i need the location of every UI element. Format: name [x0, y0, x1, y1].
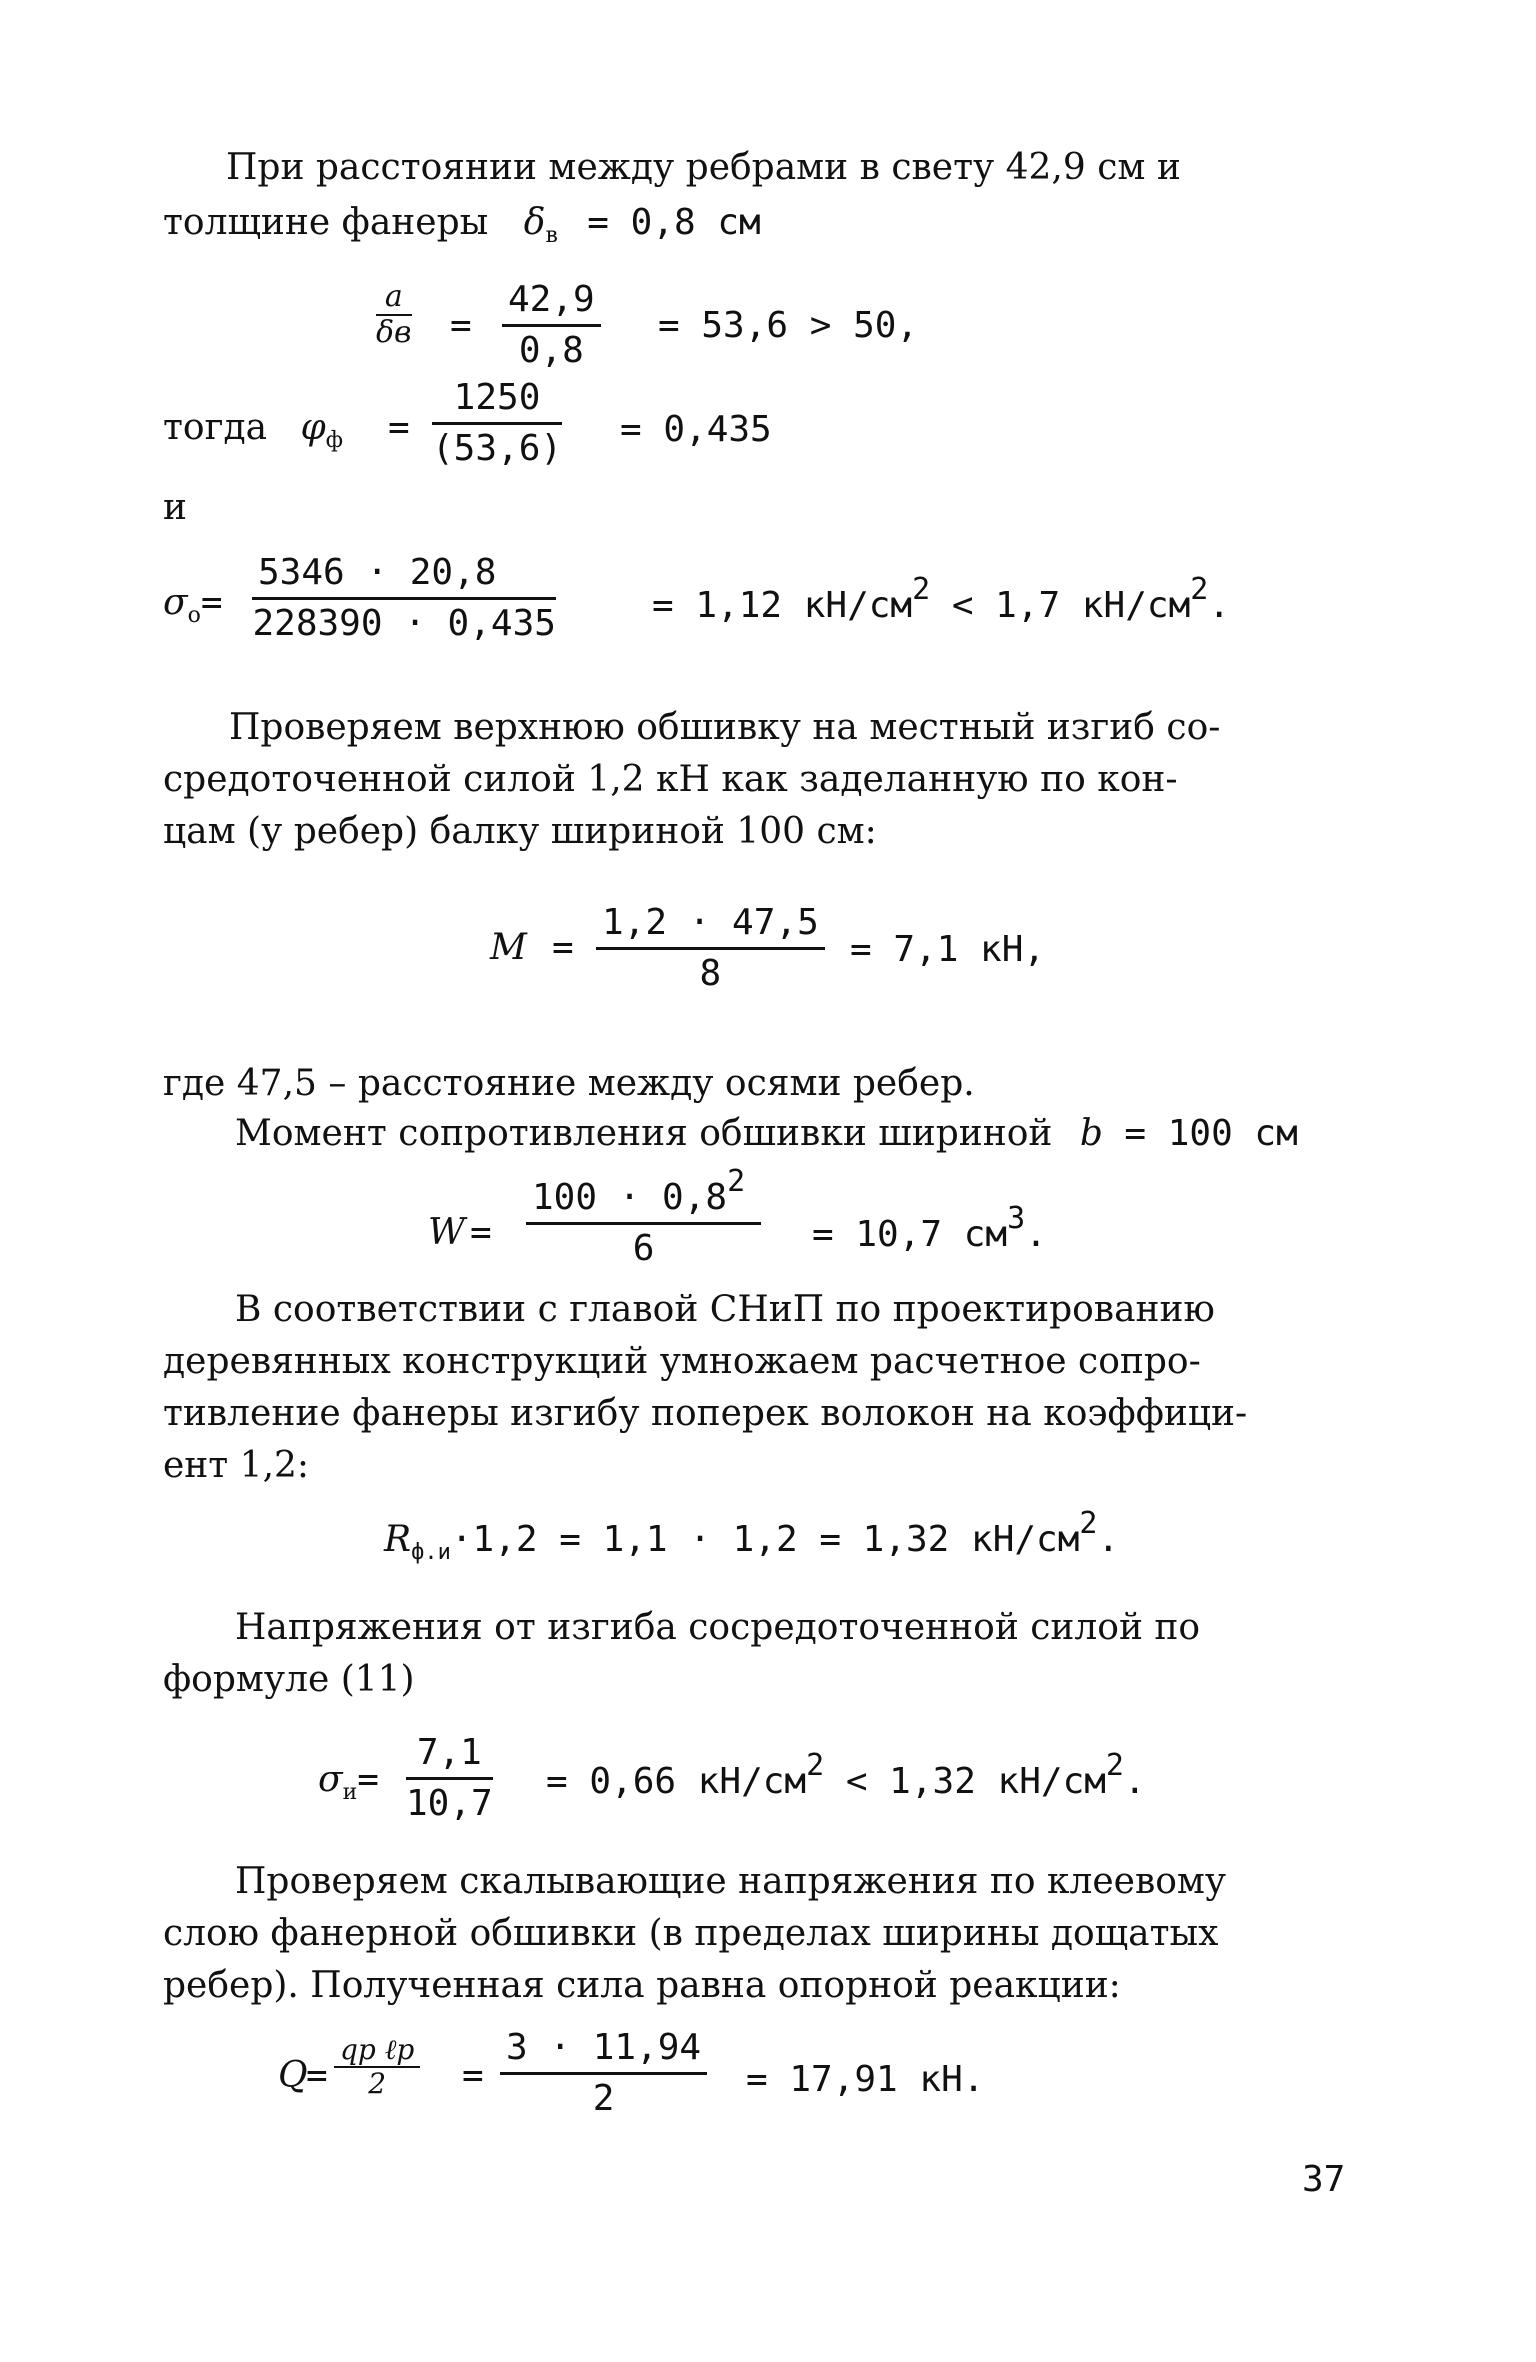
math-expression-part: < 1,7 кН/см	[930, 585, 1191, 626]
text-line: формуле (11)	[163, 1659, 415, 1700]
equals-sign: =	[470, 1212, 492, 1253]
fraction	[502, 279, 601, 371]
numerator: a	[376, 282, 412, 316]
math-expression: = 53,6 > 50,	[658, 305, 919, 346]
denominator: 228390 · 0,435	[252, 603, 556, 644]
fraction	[252, 552, 556, 644]
denominator: 8	[699, 953, 722, 994]
math-expression-part: = 1,12 кН/см	[652, 585, 913, 626]
denominator: 6	[632, 1228, 655, 1269]
punctuation: .	[1025, 1214, 1047, 1255]
page-number: 37	[1302, 2159, 1346, 2200]
text-line: Проверяем скалывающие напряжения по клеевому	[235, 1861, 1227, 1902]
fraction-lhs	[376, 279, 412, 350]
superscript: 2	[1079, 1506, 1098, 1541]
numerator: 1250	[432, 380, 562, 425]
math-subscript: ф	[325, 428, 343, 453]
math-subscript: ф.и	[411, 1540, 451, 1565]
math-expression-part: ·1,2 = 1,1 · 1,2 = 1,32 кН/см	[450, 1519, 1080, 1560]
fraction	[500, 2027, 707, 2119]
math-subscript: в	[545, 223, 558, 248]
equals-sign: =	[552, 927, 574, 968]
superscript: 2	[912, 572, 931, 607]
math-expression-part: = 10,7 см	[812, 1214, 1008, 1255]
math-symbol: σ	[318, 1759, 343, 1800]
math-expression	[652, 572, 1230, 626]
numerator: 1,2 · 47,5	[596, 905, 825, 950]
denominator: δв	[376, 315, 412, 350]
fraction	[526, 1164, 761, 1269]
math-lhs: $\sigma_о=$	[163, 582, 223, 628]
punctuation: .	[1208, 585, 1230, 626]
text-fragment: толщине фанеры	[163, 202, 489, 243]
text-line: В соответствии с главой СНиП по проектированию	[235, 1289, 1215, 1330]
superscript: 2	[1105, 1748, 1124, 1783]
math-subscript: и	[342, 1780, 358, 1805]
text-line	[163, 407, 343, 453]
math-lhs: $\sigma_и=$	[318, 1759, 379, 1805]
denominator: 2	[368, 2067, 387, 2100]
punctuation: .	[1097, 1519, 1120, 1560]
text-line: и	[163, 487, 187, 528]
text-line: Напряжения от изгиба сосредоточенной силой по	[235, 1607, 1201, 1648]
numerator	[526, 1164, 761, 1225]
fraction	[596, 902, 825, 994]
math-expression: = 7,1 кН,	[850, 929, 1046, 970]
math-expression	[812, 1201, 1047, 1255]
denominator: 2	[592, 2078, 615, 2119]
denominator: 0,8	[518, 330, 584, 371]
math-symbol: R	[384, 1519, 412, 1560]
text-line	[163, 202, 761, 248]
punctuation: .	[1123, 1761, 1146, 1802]
text-line: Проверяем верхнюю обшивку на местный изгиб со-	[229, 707, 1221, 748]
math-symbol: σ	[163, 582, 188, 623]
equals-sign: =	[306, 2055, 328, 2096]
math-expression	[546, 1748, 1146, 1802]
math-symbol: δ	[523, 202, 546, 243]
equals-sign: =	[450, 305, 472, 346]
math-expression	[384, 1506, 1120, 1565]
numerator: 3 · 11,94	[500, 2030, 707, 2075]
math-symbol: b	[1079, 1113, 1103, 1154]
numerator: 42,9	[502, 282, 601, 327]
text-line: деревянных конструкций умножаем расчетное сопро-	[163, 1341, 1201, 1382]
denominator: 10,7	[406, 1783, 493, 1824]
superscript: 2	[1190, 572, 1209, 607]
text-line: При расстоянии между ребрами в свету 42,9 см и	[226, 147, 1181, 188]
math-symbol: Q	[278, 2055, 308, 2096]
math-expression: = 0,435	[620, 409, 772, 450]
numerator: 7,1	[406, 1735, 493, 1780]
text-fragment: Момент сопротивления обшивки шириной	[235, 1113, 1053, 1154]
fraction	[406, 1732, 493, 1824]
text-fragment: тогда	[163, 407, 268, 448]
fraction	[432, 377, 563, 469]
denominator: (53,6)	[432, 428, 563, 469]
math-expression-part: < 1,32 кН/см	[824, 1761, 1106, 1802]
text-line: тивление фанеры изгибу поперек волокон на коэффици-	[163, 1393, 1248, 1434]
math-symbol: φ	[300, 407, 326, 448]
superscript: 2	[727, 1164, 746, 1199]
text-line	[235, 1113, 1298, 1154]
equals-sign: =	[388, 407, 410, 448]
math-expression: = 100 см	[1124, 1113, 1298, 1154]
text-line: ребер). Полученная сила равна опорной реакции:	[163, 1965, 1121, 2006]
text-line: ент 1,2:	[163, 1445, 310, 1486]
equals-sign: =	[462, 2055, 484, 2096]
text-line: где 47,5 – расстояние между осями ребер.	[163, 1063, 975, 1104]
numerator: 5346 · 20,8	[252, 555, 556, 600]
superscript: 2	[806, 1748, 825, 1783]
math-symbol: W	[428, 1212, 466, 1253]
math-expression-part: = 0,66 кН/см	[546, 1761, 807, 1802]
text-line: цам (у ребер) балку шириной 100 см:	[163, 811, 877, 852]
text-line: средоточенной силой 1,2 кН как заделанную по кон-	[163, 759, 1178, 800]
numerator-text: 100 · 0,8	[532, 1177, 728, 1218]
math-expression: = 0,8 см	[587, 202, 761, 243]
fraction	[334, 2033, 420, 2100]
math-expression: = 17,91 кН.	[746, 2059, 985, 2100]
math-symbol: М	[490, 927, 527, 968]
numerator: qр ℓр	[334, 2036, 420, 2068]
text-line: слою фанерной обшивки (в пределах ширины дощатых	[163, 1913, 1219, 1954]
math-subscript: о	[187, 603, 201, 628]
superscript: 3	[1007, 1201, 1026, 1236]
